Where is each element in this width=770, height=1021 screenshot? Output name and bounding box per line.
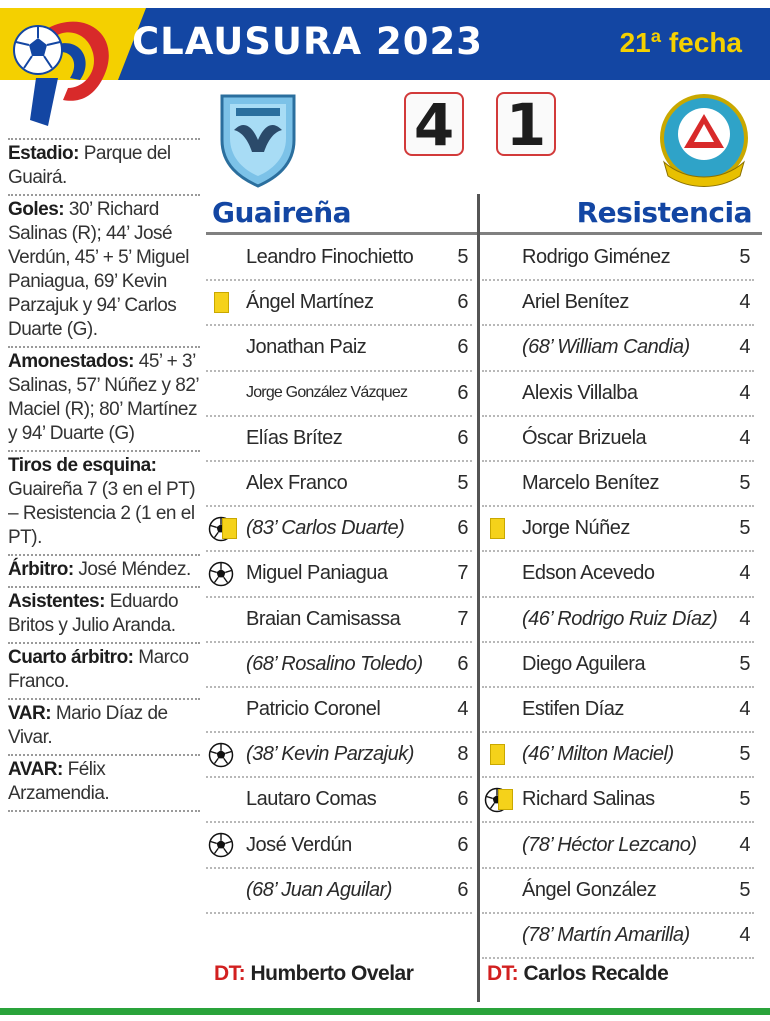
player-row xyxy=(206,417,472,462)
player-row xyxy=(482,733,754,778)
player-icons xyxy=(482,649,522,679)
player-rating: 4 xyxy=(739,697,750,720)
player-name: Patricio Coronel xyxy=(246,697,381,720)
player-name: Ángel González xyxy=(522,878,657,901)
away-lineup xyxy=(482,236,754,959)
player-icons xyxy=(206,469,246,499)
info-avar: AVAR: Félix Arzamendia. xyxy=(8,756,200,812)
info-bookings: Amonestados: 45’ + 3’ Salinas, 57’ Núñez y 82’ Maciel (R); 80’ Martínez y 94’ Duarte (G) xyxy=(8,348,200,452)
player-name: (38’ Kevin Parzajuk) xyxy=(246,743,414,766)
player-icons xyxy=(206,378,246,408)
player-rating: 4 xyxy=(457,697,468,720)
player-rating: 8 xyxy=(457,743,468,766)
player-rating: 6 xyxy=(457,833,468,856)
player-row xyxy=(482,281,754,326)
info-assistants: Asistentes: Eduardo Britos y Julio Aranda. xyxy=(8,588,200,644)
home-coach: DT: Humberto Ovelar xyxy=(214,962,414,985)
player-row xyxy=(206,869,472,914)
player-name: Diego Aguilera xyxy=(522,652,646,675)
info-goals: Goles: 30’ Richard Salinas (R); 44’ José Verdún, 45’ + 5’ Miguel Paniagua, 69’ Kevin Parzajuk y 94’ Carlos Duarte (G). xyxy=(8,196,200,348)
player-rating: 4 xyxy=(739,607,750,630)
resistencia-crest-icon xyxy=(656,92,752,188)
player-row xyxy=(206,462,472,507)
player-row xyxy=(206,281,472,326)
player-icons xyxy=(482,785,522,815)
player-name: (78’ Héctor Lezcano) xyxy=(522,833,697,856)
player-rating: 7 xyxy=(457,607,468,630)
yellow-card-icon xyxy=(222,518,237,539)
player-row xyxy=(482,372,754,417)
player-name: Miguel Paniagua xyxy=(246,562,388,585)
player-icons xyxy=(482,469,522,499)
player-rating: 4 xyxy=(739,923,750,946)
info-fourth-official: Cuarto árbitro: Marco Franco. xyxy=(8,644,200,700)
player-icons xyxy=(206,333,246,363)
away-score: 1 xyxy=(496,92,556,156)
player-name: Jonathan Paiz xyxy=(246,336,367,359)
away-team-name: Resistencia xyxy=(576,196,752,229)
player-row xyxy=(206,643,472,688)
yellow-card-icon xyxy=(490,744,505,765)
player-rating: 4 xyxy=(739,833,750,856)
player-icons xyxy=(482,333,522,363)
player-icons xyxy=(206,694,246,724)
player-name: Leandro Finochietto xyxy=(246,246,414,269)
match-info xyxy=(8,138,200,812)
player-icons xyxy=(482,920,522,950)
player-name: Jorge Núñez xyxy=(522,517,630,540)
player-name: Braian Camisassa xyxy=(246,607,401,630)
player-icons xyxy=(482,830,522,860)
yellow-card-icon xyxy=(214,292,229,313)
player-row xyxy=(482,326,754,371)
player-rating: 5 xyxy=(457,472,468,495)
player-rating: 5 xyxy=(739,878,750,901)
header xyxy=(0,0,770,90)
player-name: (68’ William Candia) xyxy=(522,336,690,359)
away-header-rule xyxy=(480,232,762,235)
info-stadium: Estadio: Parque del Guairá. xyxy=(8,138,200,196)
player-rating: 5 xyxy=(739,472,750,495)
player-row xyxy=(206,733,472,778)
bottom-rule xyxy=(0,1008,770,1015)
yellow-card-icon xyxy=(490,518,505,539)
player-rating: 5 xyxy=(739,517,750,540)
player-rating: 6 xyxy=(457,878,468,901)
player-rating: 6 xyxy=(457,517,468,540)
home-team-name: Guaireña xyxy=(212,196,352,229)
guairena-crest-icon xyxy=(216,90,300,188)
league-logo-icon xyxy=(8,8,118,126)
player-name: Richard Salinas xyxy=(522,788,655,811)
player-row xyxy=(482,869,754,914)
player-name: Alexis Villalba xyxy=(522,381,638,404)
round-label: 21ª fecha xyxy=(619,27,742,58)
player-name: Alex Franco xyxy=(246,472,348,495)
player-row xyxy=(482,778,754,823)
player-name: José Verdún xyxy=(246,833,352,856)
goal-ball-icon xyxy=(208,832,234,858)
player-row xyxy=(206,823,472,868)
home-lineup xyxy=(206,236,472,914)
player-name: Ángel Martínez xyxy=(246,291,374,314)
player-icons xyxy=(206,243,246,273)
player-icons xyxy=(482,740,522,770)
player-name: (78’ Martín Amarilla) xyxy=(522,923,690,946)
player-row xyxy=(206,372,472,417)
player-name: (68’ Rosalino Toledo) xyxy=(246,652,423,675)
yellow-card-icon xyxy=(498,789,513,810)
player-name: Elías Brítez xyxy=(246,426,343,449)
player-rating: 6 xyxy=(457,788,468,811)
player-rating: 4 xyxy=(739,426,750,449)
player-row xyxy=(482,643,754,688)
player-row xyxy=(206,688,472,733)
player-rating: 6 xyxy=(457,652,468,675)
player-icons xyxy=(482,243,522,273)
column-divider xyxy=(477,194,480,1002)
player-row xyxy=(206,552,472,597)
player-name: Ariel Benítez xyxy=(522,291,629,314)
player-icons xyxy=(482,378,522,408)
player-row xyxy=(482,236,754,281)
player-rating: 6 xyxy=(457,426,468,449)
player-row xyxy=(482,552,754,597)
player-name: Óscar Brizuela xyxy=(522,426,647,449)
player-name: Edson Acevedo xyxy=(522,562,655,585)
player-icons xyxy=(206,423,246,453)
player-row xyxy=(482,507,754,552)
info-var: VAR: Mario Díaz de Vivar. xyxy=(8,700,200,756)
player-rating: 5 xyxy=(457,246,468,269)
player-icons xyxy=(482,514,522,544)
player-name: Rodrigo Giménez xyxy=(522,246,671,269)
player-icons xyxy=(206,785,246,815)
player-icons xyxy=(206,875,246,905)
player-rating: 6 xyxy=(457,381,468,404)
player-icons xyxy=(482,875,522,905)
player-icons xyxy=(206,288,246,318)
player-icons xyxy=(206,514,246,544)
player-rating: 4 xyxy=(739,336,750,359)
away-coach: DT: Carlos Recalde xyxy=(487,962,669,985)
page-title: CLAUSURA 2023 xyxy=(132,20,483,63)
player-icons xyxy=(206,830,246,860)
player-icons xyxy=(482,559,522,589)
player-row xyxy=(206,598,472,643)
player-name: (46’ Rodrigo Ruiz Díaz) xyxy=(522,607,718,630)
player-name: (46’ Milton Maciel) xyxy=(522,743,674,766)
player-row xyxy=(482,914,754,959)
player-icons xyxy=(482,423,522,453)
home-header-rule xyxy=(206,232,477,235)
player-row xyxy=(482,417,754,462)
player-rating: 6 xyxy=(457,336,468,359)
player-row xyxy=(482,598,754,643)
player-rating: 5 xyxy=(739,246,750,269)
player-rating: 6 xyxy=(457,291,468,314)
player-icons xyxy=(206,559,246,589)
player-rating: 4 xyxy=(739,291,750,314)
player-name: Marcelo Benítez xyxy=(522,472,660,495)
player-rating: 5 xyxy=(739,788,750,811)
player-row xyxy=(206,778,472,823)
player-icons xyxy=(206,649,246,679)
player-row xyxy=(206,326,472,371)
player-rating: 5 xyxy=(739,743,750,766)
player-rating: 4 xyxy=(739,562,750,585)
player-row xyxy=(482,688,754,733)
player-name: Jorge González Vázquez xyxy=(246,384,408,402)
player-name: (83’ Carlos Duarte) xyxy=(246,517,405,540)
player-icons xyxy=(482,288,522,318)
home-score: 4 xyxy=(404,92,464,156)
player-icons xyxy=(206,740,246,770)
player-icons xyxy=(482,694,522,724)
player-icons xyxy=(206,604,246,634)
player-rating: 4 xyxy=(739,381,750,404)
info-corners: Tiros de esquina: Guaireña 7 (3 en el PT) – Resistencia 2 (1 en el PT). xyxy=(8,452,200,556)
info-referee: Árbitro: José Méndez. xyxy=(8,556,200,588)
player-rating: 7 xyxy=(457,562,468,585)
player-rating: 5 xyxy=(739,652,750,675)
player-row xyxy=(206,507,472,552)
player-row xyxy=(482,462,754,507)
player-icons xyxy=(482,604,522,634)
player-row xyxy=(206,236,472,281)
player-row xyxy=(482,823,754,868)
goal-ball-icon xyxy=(208,742,234,768)
player-name: Lautaro Comas xyxy=(246,788,377,811)
player-name: Estifen Díaz xyxy=(522,697,624,720)
player-name: (68’ Juan Aguilar) xyxy=(246,878,392,901)
goal-ball-icon xyxy=(208,561,234,587)
